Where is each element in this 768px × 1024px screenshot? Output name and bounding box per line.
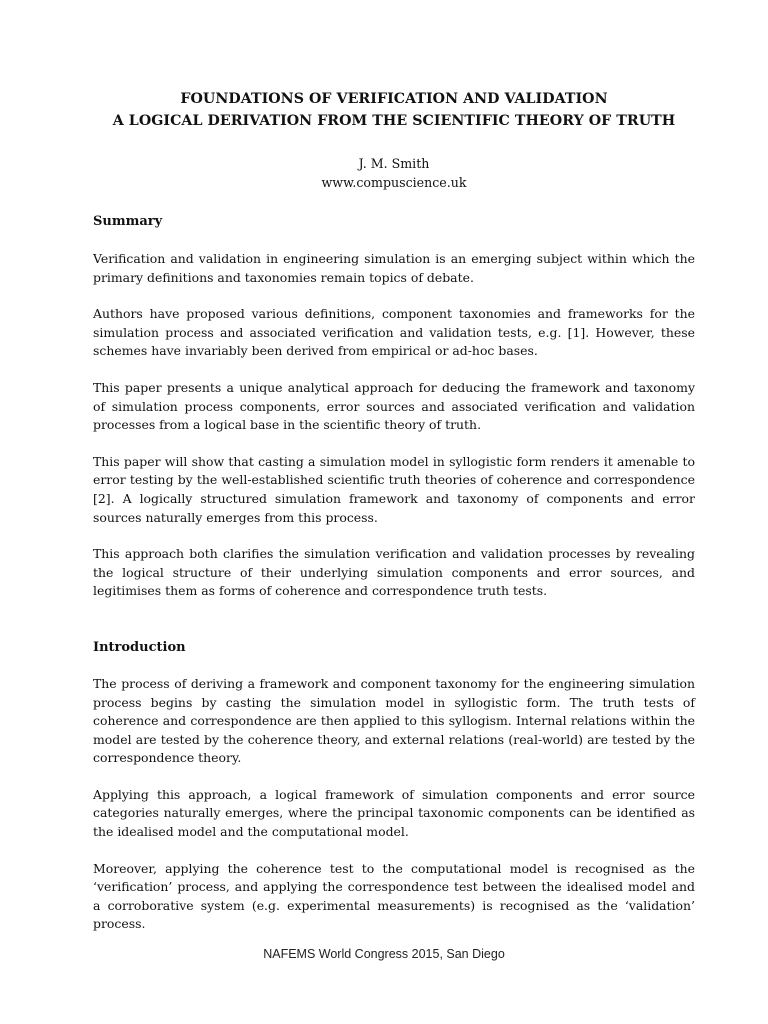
page-footer: NAFEMS World Congress 2015, San Diego — [263, 947, 505, 961]
introduction-paragraph-1: The process of deriving a framework and component taxonomy for the engineering simulation process begins by casting the simulation model in syllogistic form. The truth tests of coherence and correspondence are then applied to this syllogism. Internal relations within the model are tested by the coherence theory, and external relations (real-world) are tested by the correspondence theory. — [93, 675, 695, 766]
introduction-heading: Introduction — [93, 639, 186, 655]
title-line-1: FOUNDATIONS OF VERIFICATION AND VALIDATION — [180, 91, 608, 107]
paper-title — [93, 88, 695, 132]
author-website: www.compuscience.uk — [321, 175, 467, 190]
author-block — [93, 154, 695, 192]
summary-paragraph-2: Authors have proposed various definitions, component taxonomies and frameworks for the simulation process and associated verification and validation tests, e.g. [1]. However, these schemes have invariably been derived from empirical or ad-hoc bases. — [93, 306, 695, 359]
summary-paragraph-3: This paper presents a unique analytical approach for deducing the framework and taxonomy of simulation process components, error sources and associated verification and validation processes from a logical base in the scientific theory of truth. — [93, 379, 695, 433]
summary-heading: Summary — [93, 214, 163, 229]
author-name: J. M. Smith — [358, 156, 430, 171]
summary-paragraph-1: Verification and validation in engineering simulation is an emerging subject within which the primary definitions and taxonomies remain topics of debate. — [93, 251, 695, 285]
introduction-paragraph-2: Applying this approach, a logical framework of simulation components and error source categories naturally emerges, where the principal taxonomic components can be identified as the idealised model and the computational model. — [93, 786, 695, 840]
introduction-paragraph-3: Moreover, applying the coherence test to the computational model is recognised as the ‘verification’ process, and applying the correspondence test between the idealised model and a corroborative system (e.g. experimental measurements) is recognised as the ‘validation’ process. — [93, 860, 695, 932]
summary-paragraph-5: This approach both clarifies the simulation verification and validation processes by revealing the logical structure of their underlying simulation components and error sources, and legitimises them as forms of coherence and correspondence truth tests. — [93, 546, 695, 599]
summary-paragraph-4: This paper will show that casting a simulation model in syllogistic form renders it amenable to error testing by the well-established scientific truth theories of coherence and correspondence [2]. A logically structured simulation framework and taxonomy of components and error sources naturally emerges from this process. — [93, 453, 695, 525]
page-content — [93, 88, 695, 934]
title-line-2: A LOGICAL DERIVATION FROM THE SCIENTIFIC THEORY OF TRUTH — [112, 113, 676, 129]
